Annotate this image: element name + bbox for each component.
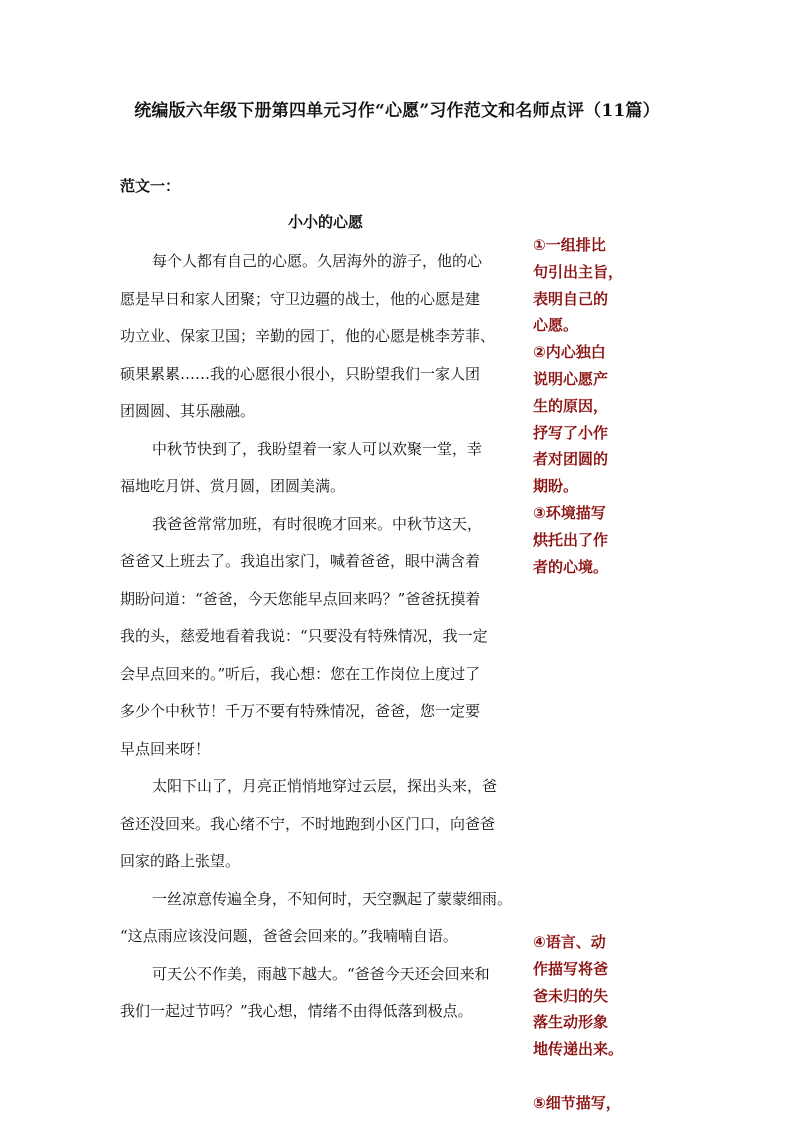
essay-line: 我的头，慈爱地看着我说：“只要没有特殊情况，我一定 — [120, 627, 488, 645]
comment-line: 生的原因， — [533, 396, 609, 415]
essay-line: 福地吃月饼、赏月圆，团圆美满。 — [120, 477, 346, 495]
essay-line: 多少个中秋节！千万不要有特殊情况，爸爸，您一定要 — [120, 702, 481, 720]
comment-line: 者的心境。 — [533, 557, 609, 576]
comment-line: 抒写了小作 — [533, 423, 609, 442]
comment-line: 心愿。 — [533, 316, 579, 335]
essay-line: 爸爸又上班去了。我追出家门，喊着爸爸，眼中满含着 — [120, 552, 481, 570]
essay-line: 团圆圆、其乐融融。 — [120, 402, 256, 420]
comment-line: 句引出主旨， — [533, 262, 624, 281]
comment-line: 地传递出来。 — [533, 1040, 624, 1059]
margin-comment-4 — [533, 929, 633, 1063]
essay-line: 期盼问道：“爸爸，今天您能早点回来吗？”爸爸抚摸着 — [120, 589, 481, 608]
comment-line: ③环境描写 — [533, 503, 606, 522]
essay-line: 回家的路上张望。 — [120, 852, 241, 870]
section-label: 范文一： — [120, 177, 181, 195]
essay-body — [120, 243, 540, 1031]
document-title: 统编版六年级下册第四单元习作“心愿”习作范文和名师点评（11篇） — [134, 101, 660, 121]
essay-line: 每个人都有自己的心愿。久居海外的游子，他的心 — [152, 252, 483, 270]
comment-line: ④语言、动 — [533, 933, 606, 951]
essay-line: 我爸爸常常加班，有时很晚才回来。中秋节这天， — [152, 514, 483, 533]
essay-title: 小小的心愿 — [288, 213, 364, 231]
comment-line: 落生动形象 — [533, 1013, 609, 1032]
comment-line: 表明自己的 — [533, 289, 609, 308]
comment-line: 者对团圆的 — [533, 450, 609, 469]
comment-line: 说明心愿产 — [533, 369, 609, 388]
essay-line: 早点回来呀！ — [120, 739, 211, 758]
essay-line: 功立业、保家卫国；辛勤的园丁，他的心愿是桃李芳菲、 — [120, 327, 496, 345]
comment-line: 爸未归的失 — [533, 986, 609, 1005]
essay-line: 爸还没回来。我心绪不宁，不时地跑到小区门口，向爸爸 — [120, 814, 496, 833]
essay-line: 中秋节快到了，我盼望着一家人可以欢聚一堂，幸 — [152, 439, 483, 458]
comment-line: ①一组排比 — [533, 236, 606, 254]
comment-line: ②内心独白 — [533, 343, 606, 362]
comment-line: 烘托出了作 — [533, 530, 609, 549]
comment-line: 期盼。 — [533, 477, 579, 496]
essay-line: 我们一起过节吗？”我心想，情绪不由得低落到极点。 — [120, 1002, 473, 1020]
comment-line: 作描写将爸 — [533, 959, 609, 978]
essay-line: “这点雨应该没问题，爸爸会回来的。”我喃喃自语。 — [120, 927, 458, 945]
essay-line: 会早点回来的。”听后，我心想：您在工作岗位上度过了 — [120, 664, 481, 683]
essay-line: 可天公不作美，雨越下越大。“爸爸今天还会回来和 — [152, 964, 490, 983]
essay-line: 愿是早日和家人团聚；守卫边疆的战士，他的心愿是建 — [120, 289, 481, 308]
margin-comment-5 — [533, 1090, 633, 1117]
essay-line: 硕果累累……我的心愿很小很小，只盼望我们一家人团 — [120, 364, 481, 383]
essay-line: 一丝凉意传遍全身，不知何时，天空飘起了蒙蒙细雨。 — [152, 889, 513, 908]
essay-line: 太阳下山了，月亮正悄悄地穿过云层，探出头来，爸 — [152, 777, 498, 795]
comment-line: ⑤细节描写， — [533, 1094, 621, 1112]
margin-comment-1-3 — [533, 232, 633, 580]
